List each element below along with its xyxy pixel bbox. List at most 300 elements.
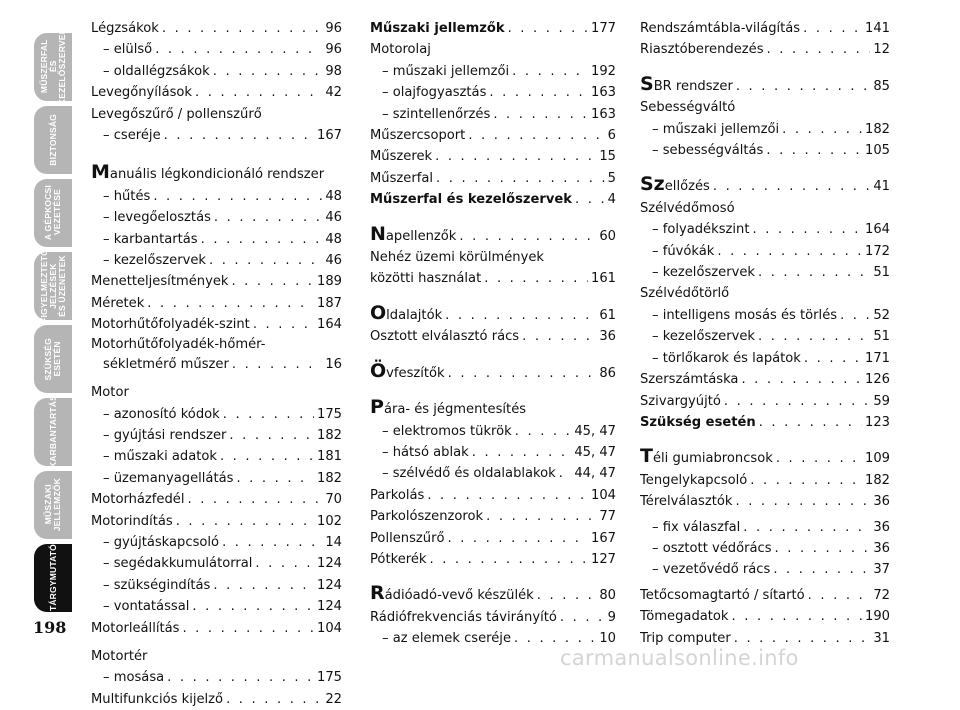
entry-page: 182 bbox=[865, 472, 890, 488]
entry-text: – kezelőszervek bbox=[652, 265, 755, 281]
tab-muszaki-jellemzok[interactable] bbox=[34, 471, 72, 539]
index-entry bbox=[370, 421, 616, 442]
entry-text: Rádiófrekvenciás távirányító bbox=[370, 609, 557, 625]
section-initial: T bbox=[640, 445, 653, 468]
entry-page: 46 bbox=[325, 253, 342, 269]
leader-dots bbox=[214, 207, 322, 228]
leader-dots bbox=[192, 596, 314, 617]
index-heading: Motortér bbox=[91, 648, 148, 664]
index-entry bbox=[370, 582, 616, 606]
entry-page: 167 bbox=[317, 128, 342, 144]
index-entry bbox=[370, 549, 616, 570]
leader-dots bbox=[773, 559, 870, 580]
letter-section-heading bbox=[91, 161, 342, 185]
entry-page: 164 bbox=[865, 222, 890, 238]
index-entry bbox=[91, 575, 342, 596]
section-initial: M bbox=[91, 161, 110, 184]
entry-page: 175 bbox=[317, 406, 342, 422]
section-sidebar bbox=[0, 0, 72, 677]
entry-page: 164 bbox=[317, 317, 342, 333]
index-heading: Sebességváltó bbox=[640, 100, 736, 116]
entry-text: – folyadékszint bbox=[652, 222, 750, 238]
entry-text: – cseréje bbox=[103, 128, 161, 144]
index-entry bbox=[640, 412, 890, 433]
entry-page: 9 bbox=[607, 609, 616, 625]
heading-text: anuális légkondicionáló rendszer bbox=[109, 167, 325, 183]
entry-text: – gyújtáskapcsoló bbox=[103, 534, 220, 550]
entry-page: 190 bbox=[865, 609, 890, 625]
entry-text: – azonosító kódok bbox=[103, 406, 220, 422]
index-entry bbox=[640, 470, 890, 491]
section-initial: Ö bbox=[370, 359, 387, 382]
leader-dots bbox=[732, 606, 862, 627]
entry-page: 175 bbox=[317, 670, 342, 686]
entry-text-rest: éli gumiabroncsok bbox=[652, 451, 773, 467]
entry-text: Pótkerék bbox=[370, 551, 427, 567]
index-entry bbox=[640, 173, 890, 197]
leader-dots bbox=[486, 506, 596, 527]
entry-text bbox=[640, 72, 733, 97]
entry-page: 161 bbox=[591, 271, 616, 287]
entry-text: – elektromos tükrök bbox=[382, 423, 512, 439]
entry-text: Szükség esetén bbox=[640, 414, 756, 430]
entry-page: 4 bbox=[607, 192, 616, 208]
entry-page: 123 bbox=[865, 414, 890, 430]
entry-text: Műszerek bbox=[370, 149, 433, 165]
leader-dots bbox=[255, 553, 314, 574]
entry-page: 31 bbox=[873, 630, 890, 646]
entry-page: 192 bbox=[591, 63, 616, 79]
index-entry bbox=[91, 532, 342, 553]
entry-page: 109 bbox=[865, 451, 890, 467]
section-initial: R bbox=[370, 582, 385, 605]
section-initial: P bbox=[370, 396, 384, 419]
tab-label: MŰSZERFAL ÉS KEZELŐSZERVEK bbox=[38, 28, 67, 106]
entry-page: 104 bbox=[317, 620, 342, 636]
entry-text bbox=[370, 582, 534, 606]
tab-label: BIZTONSÁG bbox=[47, 114, 58, 166]
entry-text: Pollenszűrő bbox=[370, 530, 445, 546]
entry-text: – levegőelosztás bbox=[103, 210, 211, 226]
entry-text: – intelligens mosás és törlés bbox=[652, 307, 838, 323]
entry-text: – mosása bbox=[103, 670, 165, 686]
index-entry bbox=[370, 463, 616, 484]
entry-page: 86 bbox=[599, 365, 616, 381]
leader-dots bbox=[758, 262, 870, 283]
entry-text-rest: ldalajtók bbox=[386, 307, 443, 323]
index-entry bbox=[91, 82, 342, 103]
entry-text: Riasztóberendezés bbox=[640, 42, 764, 58]
entry-text: – műszaki adatok bbox=[103, 449, 217, 465]
entry-page: 44, 47 bbox=[574, 466, 616, 482]
leader-dots bbox=[575, 189, 605, 210]
leader-dots bbox=[223, 404, 314, 425]
leader-dots bbox=[209, 250, 322, 271]
section-initial: O bbox=[370, 301, 387, 324]
heading-text: ára- és jégmentesítés bbox=[383, 402, 527, 418]
leader-dots bbox=[743, 517, 870, 538]
leader-dots bbox=[459, 226, 596, 247]
index-entry bbox=[370, 326, 616, 347]
entry-page: 48 bbox=[325, 188, 342, 204]
entry-page: 51 bbox=[873, 329, 890, 345]
index-heading: Motorhűtőfolyadék-hőmér- bbox=[91, 336, 266, 352]
tab-label: TÁRGYMUTATÓ bbox=[47, 544, 58, 612]
entry-text-rest: ádióadó-vevő készülék bbox=[384, 588, 534, 604]
leader-dots bbox=[537, 585, 597, 606]
leader-dots bbox=[231, 271, 314, 292]
index-entry bbox=[640, 305, 890, 326]
tab-label: A GÉPKOCSI VEZETÉSE bbox=[43, 185, 62, 241]
leader-dots bbox=[222, 532, 322, 553]
entry-text: Trip computer bbox=[640, 630, 731, 646]
entry-text: közötti használat bbox=[370, 271, 482, 287]
entry-page: 60 bbox=[599, 228, 616, 244]
leader-dots bbox=[724, 391, 870, 412]
leader-dots bbox=[220, 446, 314, 467]
entry-text: – gyújtási rendszer bbox=[103, 427, 227, 443]
index-entry bbox=[91, 553, 342, 574]
leader-dots bbox=[253, 314, 314, 335]
entry-page: 36 bbox=[599, 329, 616, 345]
index-entry bbox=[640, 369, 890, 390]
index-entry bbox=[91, 39, 342, 60]
entry-text: Szerszámtáska bbox=[640, 372, 739, 388]
entry-text: Motorleállítás bbox=[91, 620, 180, 636]
entry-text: – segédakkumulátorral bbox=[103, 556, 253, 572]
index-entry bbox=[370, 607, 616, 628]
tab-szukseg-eseten[interactable] bbox=[34, 325, 72, 393]
leader-dots bbox=[448, 363, 597, 384]
entry-page: 15 bbox=[599, 149, 616, 165]
entry-page: 85 bbox=[873, 78, 890, 94]
leader-dots bbox=[147, 293, 314, 314]
index-entry bbox=[91, 468, 342, 489]
index-entry bbox=[640, 262, 890, 283]
index-entry bbox=[91, 186, 342, 207]
index-heading: Motorolaj bbox=[370, 42, 431, 58]
tab-gepkocsi-vezetese[interactable] bbox=[34, 179, 72, 247]
index-entry bbox=[640, 140, 890, 161]
entry-text: – műszaki jellemzői bbox=[382, 63, 510, 79]
entry-text: – olajfogyasztás bbox=[382, 85, 487, 101]
index-entry bbox=[91, 489, 342, 510]
leader-dots bbox=[713, 176, 870, 197]
leader-dots bbox=[468, 125, 604, 146]
index-entry bbox=[370, 125, 616, 146]
entry-text: Osztott elválasztó rács bbox=[370, 329, 520, 345]
entry-page: 59 bbox=[873, 393, 890, 409]
leader-dots bbox=[759, 412, 862, 433]
leader-dots bbox=[167, 667, 314, 688]
index-entry bbox=[640, 241, 890, 262]
leader-dots bbox=[515, 421, 572, 442]
index-entry bbox=[91, 667, 342, 688]
index-entry bbox=[370, 442, 616, 463]
entry-text: Tengelykapcsoló bbox=[640, 472, 748, 488]
index-column-2 bbox=[370, 18, 616, 650]
tab-targymutato[interactable] bbox=[34, 544, 72, 612]
index-entry bbox=[640, 559, 890, 580]
index-entry bbox=[370, 189, 616, 210]
entry-page: 102 bbox=[317, 513, 342, 529]
entry-page: 36 bbox=[873, 540, 890, 556]
index-entry bbox=[370, 82, 616, 103]
leader-dots bbox=[201, 229, 323, 250]
leader-dots bbox=[436, 168, 605, 189]
index-entry bbox=[370, 61, 616, 82]
entry-text: Motorhűtőfolyadék-szint bbox=[91, 317, 250, 333]
entry-page: 36 bbox=[873, 519, 890, 535]
entry-page: 177 bbox=[591, 21, 616, 36]
entry-page: 16 bbox=[325, 356, 342, 372]
index-entry bbox=[91, 425, 342, 446]
index-entry bbox=[640, 72, 890, 97]
leader-dots bbox=[522, 326, 596, 347]
index-entry bbox=[91, 314, 342, 335]
entry-text-rest: ellőzés bbox=[664, 179, 710, 195]
entry-text: – kezelőszervek bbox=[652, 329, 755, 345]
entry-text: Parkolás bbox=[370, 487, 425, 503]
entry-text: – vezetővédő rács bbox=[652, 562, 771, 578]
leader-dots bbox=[840, 305, 870, 326]
leader-dots bbox=[195, 82, 322, 103]
index-entry bbox=[91, 596, 342, 617]
leader-dots bbox=[153, 186, 322, 207]
entry-page: 167 bbox=[591, 530, 616, 546]
entry-text: – fix válaszfal bbox=[652, 519, 741, 535]
index-entry bbox=[91, 18, 342, 39]
entry-page: 45, 47 bbox=[574, 444, 616, 460]
leader-dots bbox=[803, 18, 862, 39]
entry-text: – elülső bbox=[103, 42, 153, 58]
leader-dots bbox=[752, 219, 862, 240]
index-entry bbox=[370, 222, 616, 247]
index-entry bbox=[640, 585, 890, 606]
entry-text bbox=[370, 359, 445, 384]
entry-page: 45, 47 bbox=[574, 423, 616, 439]
index-heading: Szélvédőmosó bbox=[640, 200, 735, 216]
entry-page: 72 bbox=[873, 587, 890, 603]
entry-text: Méretek bbox=[91, 295, 145, 311]
entry-page: 6 bbox=[607, 128, 616, 144]
index-entry bbox=[370, 18, 616, 39]
entry-text bbox=[370, 222, 457, 247]
entry-text: – műszaki jellemzői bbox=[652, 121, 780, 137]
leader-dots bbox=[736, 76, 871, 97]
leader-dots bbox=[447, 528, 588, 549]
leader-dots bbox=[489, 82, 588, 103]
entry-page: 77 bbox=[599, 509, 616, 525]
entry-page: 163 bbox=[591, 85, 616, 101]
entry-text: Parkolószenzorok bbox=[370, 509, 484, 525]
leader-dots bbox=[182, 618, 314, 639]
leader-dots bbox=[808, 585, 871, 606]
tab-figyelmezteto-jelzesek[interactable] bbox=[34, 249, 72, 323]
entry-page: 96 bbox=[325, 42, 342, 58]
entry-page: 124 bbox=[317, 577, 342, 593]
entry-text: – vontatással bbox=[103, 599, 190, 615]
entry-page: 182 bbox=[317, 427, 342, 443]
leader-dots bbox=[472, 442, 572, 463]
entry-page: 182 bbox=[317, 470, 342, 486]
entry-text-rest: vfeszítők bbox=[386, 365, 445, 381]
tab-label: MŰSZAKI JELLEMZŐK bbox=[43, 478, 62, 532]
entry-page: 37 bbox=[873, 562, 890, 578]
entry-text: – hűtés bbox=[103, 188, 151, 204]
entry-text: – szintellenőrzés bbox=[382, 106, 491, 122]
leader-dots bbox=[782, 119, 862, 140]
entry-page: 98 bbox=[325, 63, 342, 79]
entry-page: 5 bbox=[607, 170, 616, 186]
entry-text-rest: apellenzők bbox=[385, 228, 457, 244]
index-entry bbox=[91, 229, 342, 250]
tab-biztonsag[interactable] bbox=[34, 106, 72, 174]
index-entry bbox=[640, 445, 890, 469]
leader-dots bbox=[445, 305, 596, 326]
leader-dots bbox=[493, 104, 588, 125]
index-entry bbox=[640, 326, 890, 347]
entry-text: – törlőkarok és lapátok bbox=[652, 350, 801, 366]
index-entry bbox=[640, 18, 890, 39]
index-entry bbox=[91, 404, 342, 425]
index-entry bbox=[91, 250, 342, 271]
leader-dots bbox=[435, 146, 596, 167]
watermark: carmanualsonline.info bbox=[560, 646, 799, 670]
index-entry bbox=[91, 293, 342, 314]
entry-page: 163 bbox=[591, 106, 616, 122]
page-number: 198 bbox=[33, 618, 67, 637]
index-entry bbox=[370, 359, 616, 384]
leader-dots bbox=[427, 485, 588, 506]
leader-dots bbox=[750, 470, 862, 491]
entry-text: – oldallégzsákok bbox=[103, 63, 210, 79]
entry-page: 96 bbox=[325, 21, 342, 36]
index-entry bbox=[640, 119, 890, 140]
index-heading: Levegőszűrő / pollenszűrő bbox=[91, 106, 262, 122]
entry-text bbox=[640, 173, 710, 197]
index-entry bbox=[370, 506, 616, 527]
index-entry bbox=[370, 301, 616, 326]
entry-page: 48 bbox=[325, 231, 342, 247]
leader-dots bbox=[162, 18, 322, 39]
leader-dots bbox=[187, 489, 322, 510]
index-entry bbox=[91, 511, 342, 532]
leader-dots bbox=[155, 39, 322, 60]
leader-dots bbox=[741, 369, 862, 390]
entry-page: 189 bbox=[317, 274, 342, 290]
index-heading: Nehéz üzemi körülmények bbox=[370, 250, 544, 266]
entry-text: Légzsákok bbox=[91, 21, 159, 36]
leader-dots bbox=[758, 326, 870, 347]
entry-text: – osztott védőrács bbox=[652, 540, 772, 556]
entry-page: 124 bbox=[317, 599, 342, 615]
entry-text-rest: BR rendszer bbox=[653, 78, 733, 94]
leader-dots bbox=[560, 607, 605, 628]
index-entry bbox=[91, 125, 342, 146]
index-entry bbox=[640, 391, 890, 412]
index-entry bbox=[91, 689, 342, 710]
index-column-3 bbox=[640, 18, 890, 649]
index-entry bbox=[91, 618, 342, 639]
entry-page: 171 bbox=[865, 350, 890, 366]
section-initial: S bbox=[640, 72, 654, 95]
leader-dots bbox=[236, 468, 314, 489]
leader-dots bbox=[164, 125, 314, 146]
index-entry bbox=[370, 268, 616, 289]
entry-page: 61 bbox=[599, 307, 616, 323]
letter-section-heading bbox=[370, 396, 616, 420]
entry-text bbox=[370, 301, 443, 326]
entry-page: 172 bbox=[865, 243, 890, 259]
entry-page: 22 bbox=[325, 691, 342, 707]
entry-text: – szükségindítás bbox=[103, 577, 211, 593]
leader-dots bbox=[767, 39, 871, 60]
entry-text: Motorindítás bbox=[91, 513, 173, 529]
entry-page: 127 bbox=[591, 551, 616, 567]
leader-dots bbox=[766, 140, 862, 161]
index-entry bbox=[370, 168, 616, 189]
leader-dots bbox=[429, 549, 588, 570]
leader-dots bbox=[176, 511, 314, 532]
leader-dots bbox=[229, 425, 314, 446]
index-entry bbox=[640, 491, 890, 512]
entry-text: Multifunkciós kijelző bbox=[91, 691, 224, 707]
entry-page: 126 bbox=[865, 372, 890, 388]
leader-dots bbox=[232, 354, 322, 375]
index-entry bbox=[370, 104, 616, 125]
entry-page: 182 bbox=[865, 121, 890, 137]
index-entry bbox=[91, 271, 342, 292]
leader-dots bbox=[213, 61, 323, 82]
entry-text: – sebességváltás bbox=[652, 143, 764, 159]
tab-label: FIGYELMEZTETŐ JELZÉSEK ÉS ÜZENETEK bbox=[38, 249, 67, 323]
index-entry bbox=[91, 446, 342, 467]
tab-karbantartas[interactable] bbox=[34, 395, 72, 469]
entry-text: Tetőcsomagtartó / sítartó bbox=[640, 587, 805, 603]
index-heading: Motor bbox=[91, 385, 129, 401]
entry-page: 52 bbox=[873, 307, 890, 323]
entry-text: – üzemanyagellátás bbox=[103, 470, 234, 486]
index-entry bbox=[370, 146, 616, 167]
entry-text: Rendszámtábla-világítás bbox=[640, 21, 801, 36]
tab-label: SZÜKSÉG ESETÉN bbox=[43, 337, 62, 381]
index-entry bbox=[640, 219, 890, 240]
entry-text: – az elemek cseréje bbox=[382, 631, 511, 647]
entry-page: 46 bbox=[325, 210, 342, 226]
leader-dots bbox=[512, 61, 588, 82]
tab-muszerfal[interactable] bbox=[34, 28, 72, 106]
entry-text: Műszerfal bbox=[370, 170, 434, 186]
entry-text: Műszercsoport bbox=[370, 128, 466, 144]
entry-text: Motorházfedél bbox=[91, 492, 185, 508]
index-entry bbox=[640, 39, 890, 60]
entry-text: – karbantartás bbox=[103, 231, 198, 247]
leader-dots bbox=[717, 241, 862, 262]
leader-dots bbox=[804, 348, 862, 369]
entry-page: 12 bbox=[873, 42, 890, 58]
entry-page: 14 bbox=[325, 534, 342, 550]
leader-dots bbox=[776, 448, 862, 469]
index-entry bbox=[640, 538, 890, 559]
index-entry bbox=[91, 354, 342, 375]
index-heading: Szélvédőtörlő bbox=[640, 286, 730, 302]
tab-label: KARBANTARTÁS bbox=[47, 395, 58, 469]
entry-text: Tömegadatok bbox=[640, 609, 729, 625]
entry-text: – kezelőszervek bbox=[103, 253, 206, 269]
entry-page: 36 bbox=[873, 494, 890, 510]
entry-page: 80 bbox=[599, 588, 616, 604]
